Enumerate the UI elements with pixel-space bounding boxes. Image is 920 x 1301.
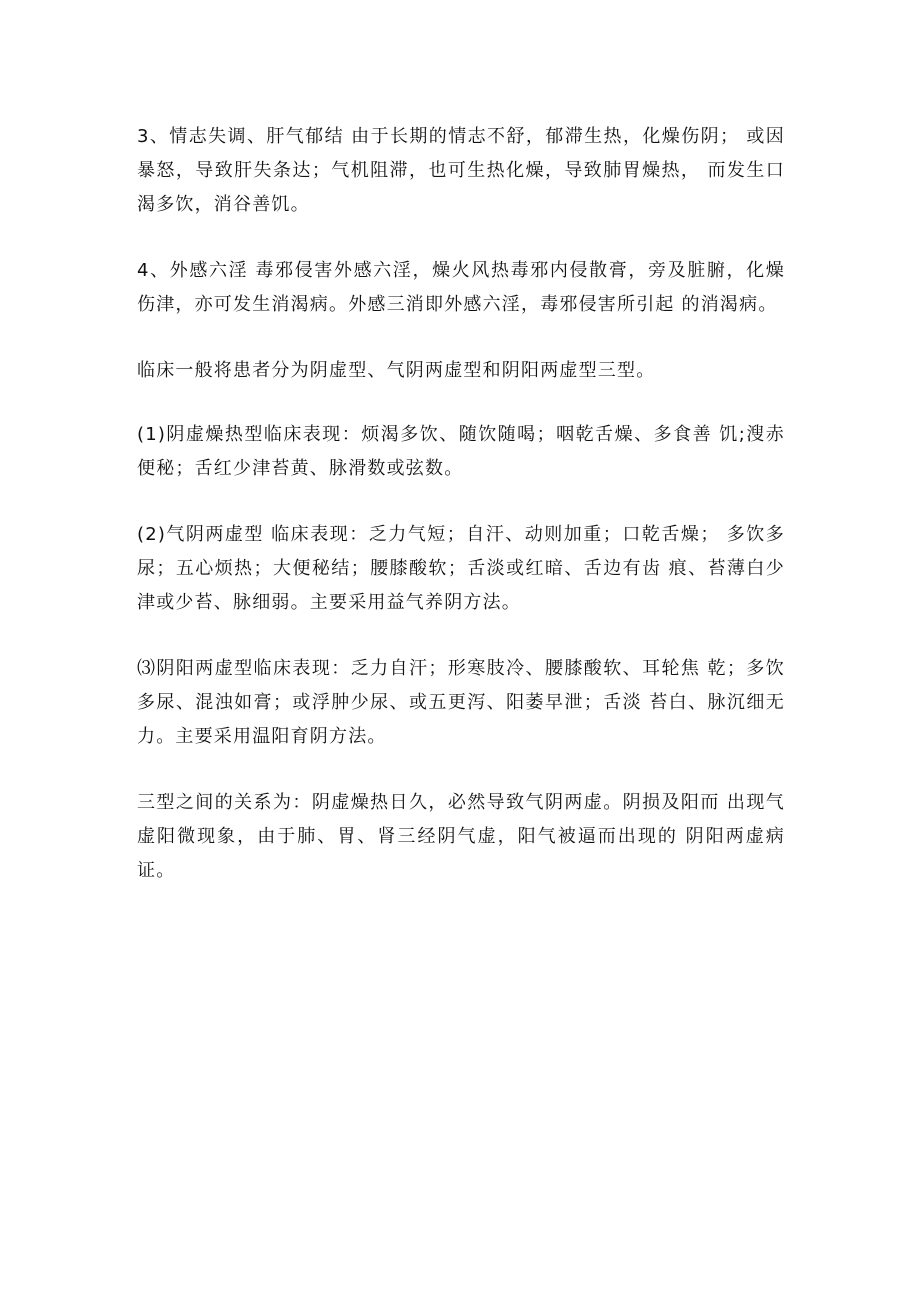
paragraph-clinical-types-intro: 临床一般将患者分为阴虚型、气阴两虚型和阴阳两虚型三型。 bbox=[137, 360, 656, 381]
paragraph-type-relationship: 三型之间的关系为：阴虚燥热日久，必然导致气阴两虚。阴损及阳而 出现气虚阳微现象，由于肺、胃、肾三经阴气虚，阳气被逼而出现的 阴阳两虚病证。 bbox=[137, 792, 785, 881]
paragraph-qi-yin-deficiency-type: (2)气阴两虚型 临床表现：乏力气短；自汗、动则加重；口乾舌燥； 多饮多尿；五心烦热；大便秘结；腰膝酸软；舌淡或红暗、舌边有齿 痕、苔薄白少津或少苔、脉细弱。主要采用益气养阴方法。 bbox=[137, 524, 785, 613]
document-body bbox=[137, 120, 785, 888]
paragraph-emotional-disorder: 3、情志失调、肝气郁结 由于长期的情志不舒，郁滞生热，化燥伤阴； 或因暴怒，导致肝失条达；气机阻滞，也可生热化燥，导致肺胃燥热， 而发生口渴多饮，消谷善饥。 bbox=[137, 126, 785, 215]
paragraph-external-pathogens: 4、外感六淫 毒邪侵害外感六淫，燥火风热毒邪内侵散膏，旁及脏腑，化燥伤津，亦可发生消渴病。外感三消即外感六淫，毒邪侵害所引起 的消渴病。 bbox=[137, 260, 785, 315]
paragraph-yin-deficiency-type: (1)阴虚燥热型临床表现：烦渴多饮、随饮随喝；咽乾舌燥、多食善 饥;溲赤便秘；舌红少津苔黄、脉滑数或弦数。 bbox=[137, 424, 785, 479]
paragraph-yin-yang-deficiency-type: ⑶阴阳两虚型临床表现：乏力自汗；形寒肢冷、腰膝酸软、耳轮焦 乾；多饮多尿、混浊如膏；或浮肿少尿、或五更泻、阳萎早泄；舌淡 苔白、脉沉细无力。主要采用温阳育阴方法。 bbox=[137, 658, 785, 747]
